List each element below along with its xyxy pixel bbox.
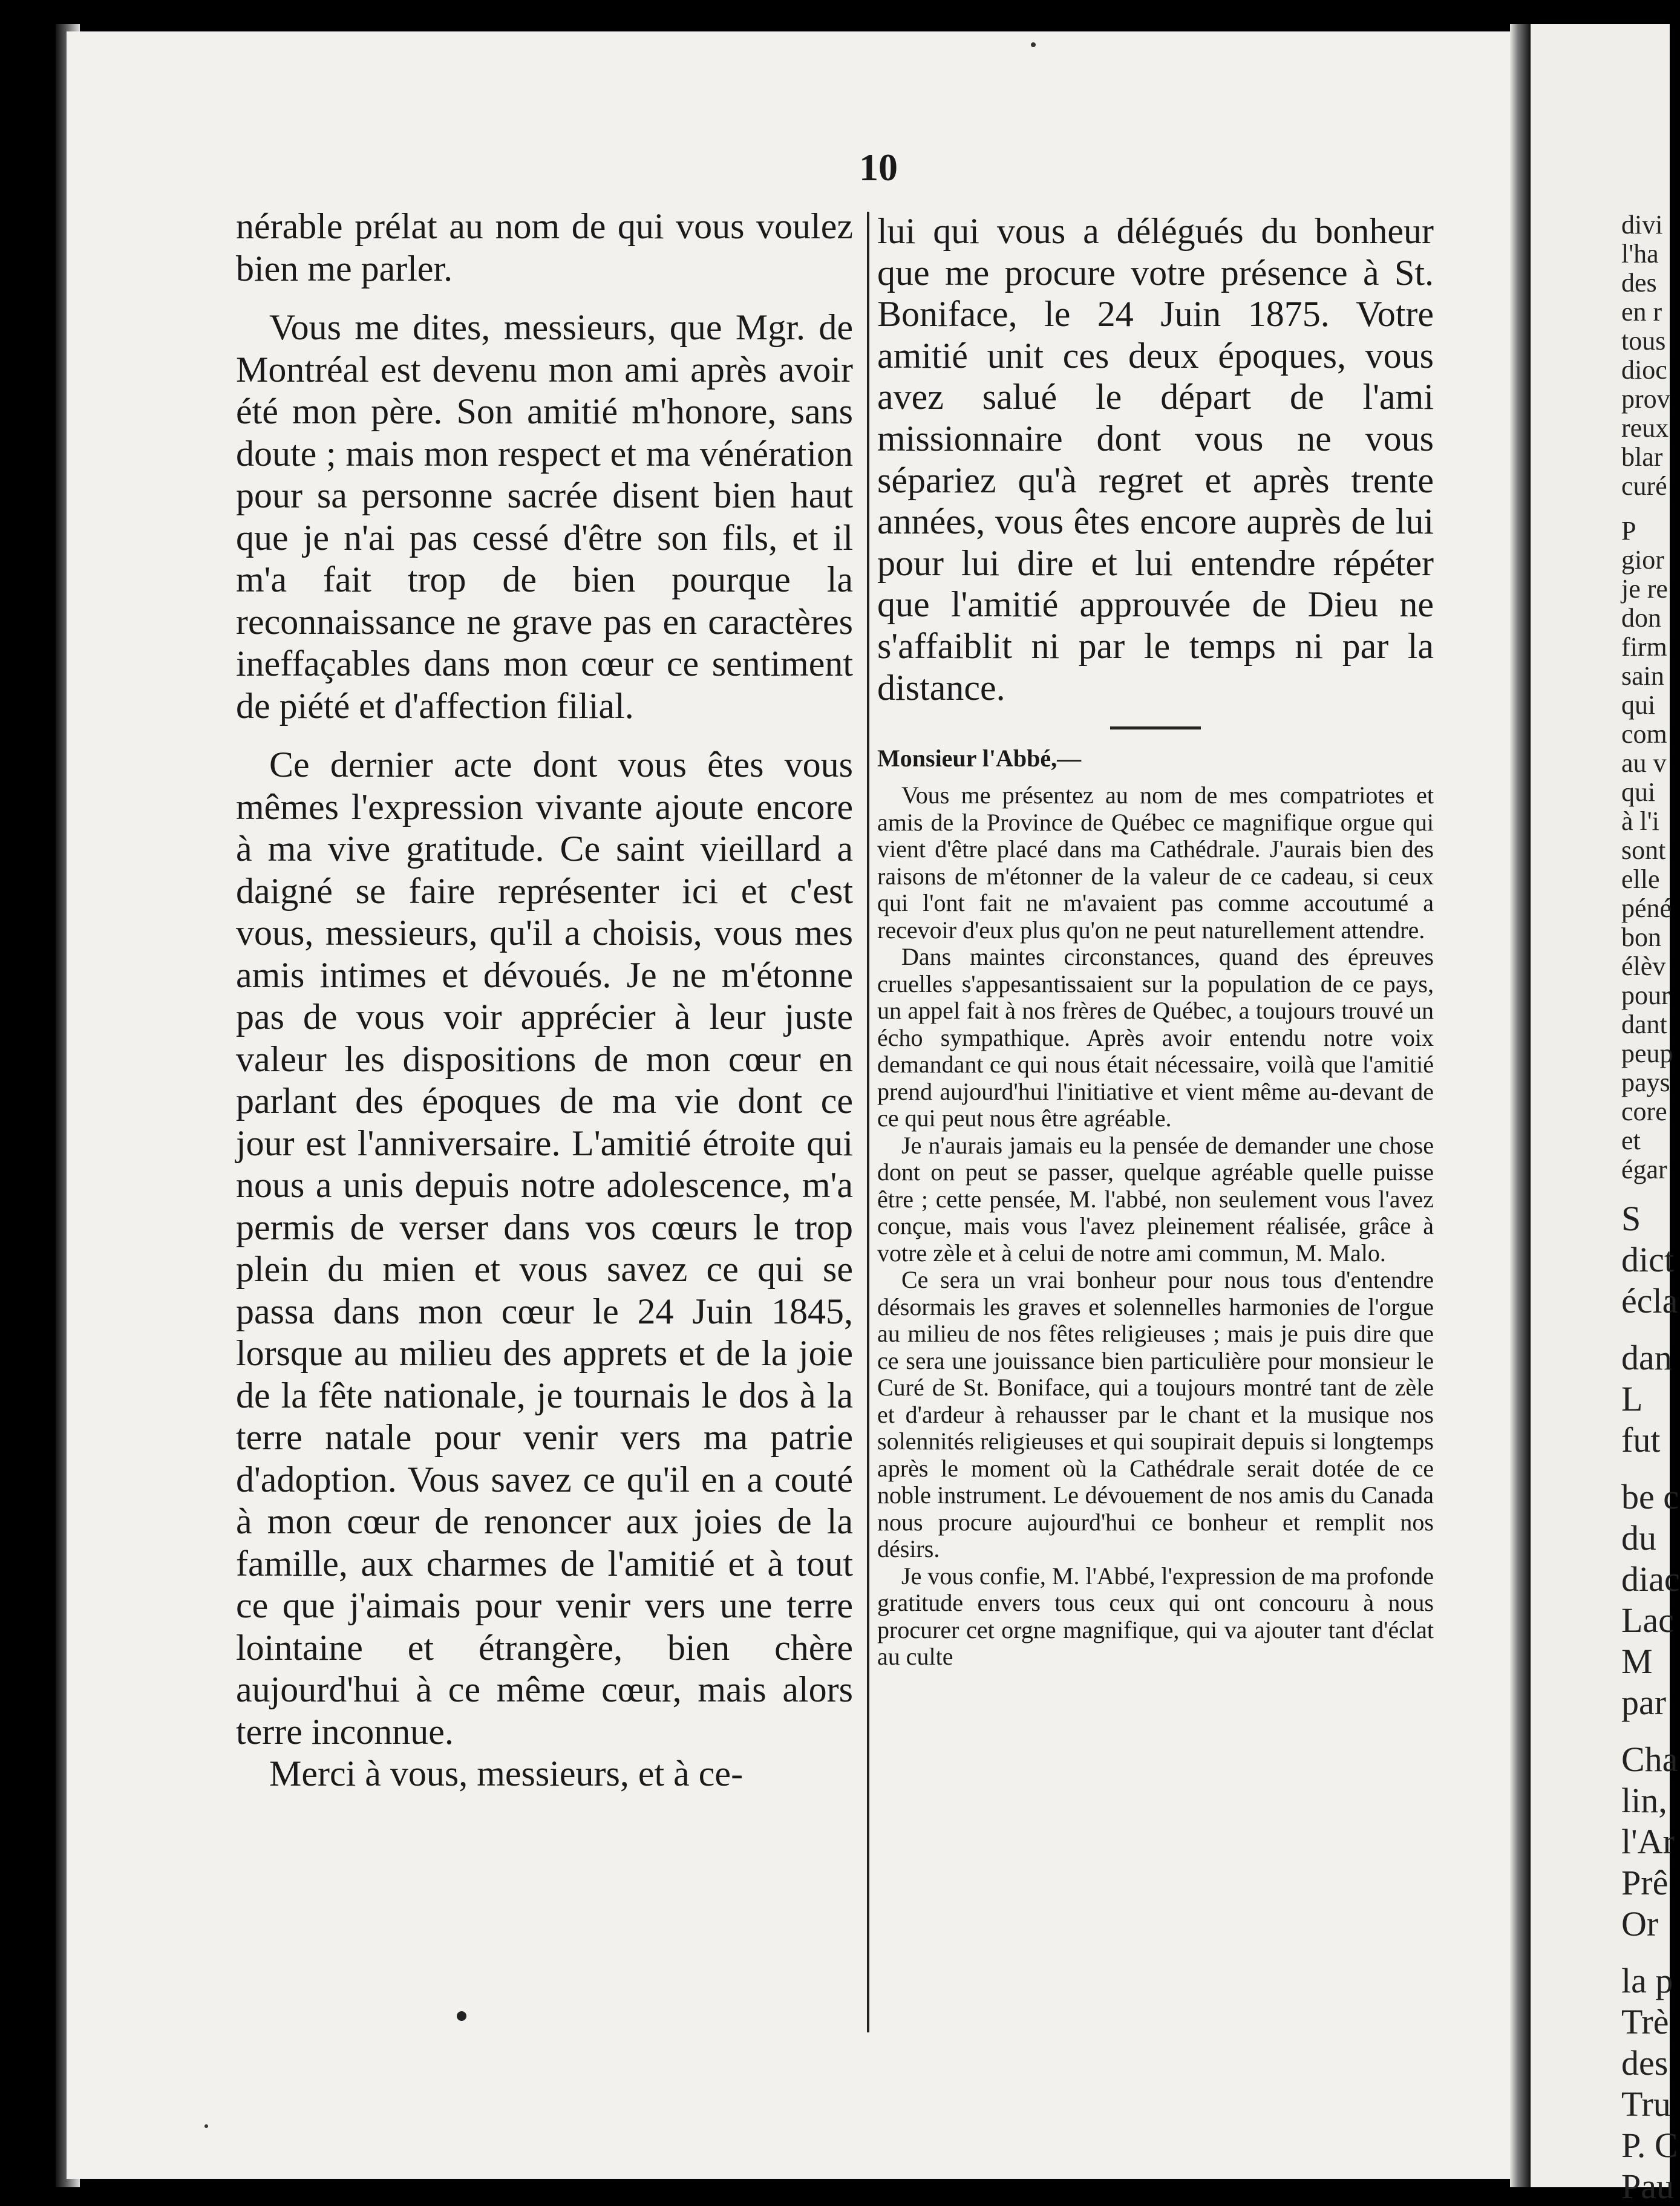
cut-off-word: dan [1621, 1338, 1672, 1377]
cut-off-word: elle [1621, 864, 1660, 894]
cut-off-word: Lac [1621, 1601, 1674, 1640]
lead-paragraph: lui qui vous a délégués du bonheur que me procure votre présence à St. Boniface, le 24 Juin 1875. Votre amitié unit ces deux époques, vous avez salué le départ de l'ami missionnaire dont vous ne vous sépariez qu'à regret et après trente années, vous êtes encore auprès de lui pour lui dire et lui entendre répéter que l'amitié approuvée de Dieu ne s'affaiblit ni par le temps ni par la distance. [877, 211, 1434, 708]
cut-off-word: des [1621, 268, 1657, 298]
gutter-shadow [1510, 24, 1531, 2187]
cut-off-word: S [1621, 1199, 1641, 1238]
cut-off-word: égar [1621, 1155, 1667, 1184]
cut-off-word: l'ha [1621, 239, 1659, 269]
cut-off-word: divi [1621, 210, 1663, 240]
cut-off-word: peup [1621, 1039, 1673, 1068]
cut-off-word: Trè [1621, 2002, 1669, 2041]
cut-off-word: diac [1621, 1559, 1680, 1599]
cut-off-word: des [1621, 2043, 1669, 2083]
cut-off-word: dant [1621, 1010, 1667, 1039]
cut-off-word: M [1621, 1642, 1653, 1681]
cut-off-word: fut [1621, 1420, 1661, 1460]
print-speck [204, 2124, 208, 2128]
cut-off-word: core [1621, 1097, 1667, 1126]
cut-off-word: blar [1621, 442, 1663, 472]
cut-off-word: Prê [1621, 1863, 1669, 1902]
cut-off-word: Tru [1621, 2084, 1671, 2124]
cut-off-word: dict [1621, 1240, 1674, 1279]
paragraph: Ce sera un vrai bonheur pour nous tous d'entendre désormais les graves et solennelles harmonies de l'orgue au milieu de nos fêtes religieuses ; mais je puis dire que ce sera une jouissance bien particulière pour monsieur le Curé de St. Boniface, qui a toujours montré tant de zèle et d'ardeur à rehausser par le chant et la musique nos solennités religieuses et qui soupirait depuis si longtemps après le moment où la Cathédrale serait dotée de ce noble instrument. Le dévouement de nos amis du Canada nous procure aujourd'hui ce bonheur et remplit nos désirs. [877, 1266, 1434, 1563]
cut-off-word: sont [1621, 835, 1666, 865]
cut-off-word: dioc [1621, 355, 1667, 385]
cut-off-word: lin, [1621, 1781, 1667, 1820]
cut-off-word: sain [1621, 661, 1664, 691]
cut-off-word: pays [1621, 1068, 1670, 1097]
cut-off-word: prov [1621, 384, 1670, 414]
left-text-column [236, 206, 853, 1795]
cut-off-word: curé [1621, 471, 1667, 501]
next-page-fragment [1531, 24, 1680, 2206]
cut-off-word: don [1621, 603, 1661, 633]
cut-off-word: je re [1621, 574, 1668, 604]
column-divider [867, 212, 869, 2032]
paragraph: Dans maintes circonstances, quand des épreuves cruelles s'appesantissaient sur la population de ce pays, un appel fait à nos frères de Québec, a toujours trouvé un écho sympathique. Après avoir entendu notre voix demandant ce qui nous était nécessaire, voilà que l'amitié prend aujourd'hui l'initiative et vient même au-devant de ce qui peut nous être agréable. [877, 943, 1434, 1132]
cut-off-word: élèv [1621, 951, 1666, 981]
paragraph: Merci à vous, messieurs, et à ce- [269, 1754, 744, 1793]
cut-off-word: reux [1621, 413, 1669, 443]
cut-off-word: L [1621, 1379, 1643, 1418]
cut-off-word: Pau [1621, 2167, 1674, 2206]
cut-off-word: par [1621, 1683, 1667, 1722]
cut-off-word: à l'i [1621, 806, 1659, 836]
salutation: Monsieur l'Abbé,— [877, 745, 1082, 772]
cut-off-word: Cha [1621, 1740, 1678, 1779]
cut-off-word: l'Ar [1621, 1822, 1675, 1861]
right-text-column [877, 210, 1434, 1671]
cut-off-word: pour [1621, 981, 1670, 1010]
cut-off-word: en r [1621, 297, 1662, 327]
paragraph: Ce dernier acte dont vous êtes vous mêmes l'expression vivante ajoute encore à ma vive gratitude. Ce saint vieillard a daigné se faire représenter ici et c'est vous, messieurs, qu'il a choisis, vous mes amis intimes et dévoués. Je ne m'étonne pas de vous voir apprécier à leur juste valeur les dispositions de mon cœur en parlant des époques de ma vie dont ce jour est l'anniversaire. L'amitié étroite qui nous a unis depuis notre adolescence, m'a permis de verser dans vos cœurs le trop plein du mien et vous savez ce qui se passa dans mon cœur le 24 Juin 1845, lorsque au milieu des apprets et de la joie de la fête nationale, je tournais le dos à la terre natale pour venir vers ma patrie d'adoption. Vous savez ce qu'il en a couté à mon cœur de renoncer aux joies de la famille, aux charmes de l'amitié et à tout ce que j'aimais pour venir vers une terre lointaine et étrangère, bien chère aujourd'hui à ce même cœur, mais alors terre inconnue. [236, 745, 853, 1752]
cut-off-word: du [1621, 1518, 1656, 1558]
cut-off-word: com [1621, 719, 1667, 749]
cut-off-word: P [1621, 516, 1636, 546]
cut-off-word: qui [1621, 690, 1656, 720]
cut-off-word: au v [1621, 748, 1667, 778]
cut-off-word: péné [1621, 893, 1672, 923]
cut-off-word: qui [1621, 777, 1656, 807]
print-speck [1031, 42, 1036, 47]
address-text [877, 782, 1434, 1671]
cut-off-word: Or [1621, 1904, 1659, 1943]
cut-off-word: tous [1621, 326, 1666, 356]
ink-dot [457, 2011, 466, 2021]
cut-off-word: bon [1621, 922, 1661, 952]
paragraph: Vous me dites, messieurs, que Mgr. de Montréal est devenu mon ami après avoir été mon père. Son amitié m'honore, sans doute ; mais mon respect et ma vénération pour sa personne sacrée disent bien haut que je n'ai pas cessé d'être son fils, et il m'a fait trop de bien pourque la reconnaissance ne grave pas en caractères ineffaçables dans mon cœur ce sentiment de piété et d'affection filial. [236, 307, 853, 726]
section-rule [1110, 726, 1201, 729]
paragraph: Je n'aurais jamais eu la pensée de demander une chose dont on peut se passer, quelque agréable quelle puisse être ; cette pensée, M. l'abbé, non seulement vous l'avez conçue, mais vous l'avez pleinement réalisée, grâce à votre zèle et à celui de notre ami commun, M. Malo. [877, 1131, 1434, 1267]
cut-off-word: la p [1621, 1961, 1673, 2000]
page-number: 10 [859, 146, 898, 189]
cut-off-word: et [1621, 1126, 1641, 1155]
cut-off-word: be c [1621, 1477, 1679, 1516]
cut-off-word: firm [1621, 632, 1667, 662]
paragraph: nérable prélat au nom de qui vous voulez bien me parler. [236, 206, 853, 289]
paragraph: Vous me présentez au nom de mes compatriotes et amis de la Province de Québec ce magnifique orgue qui vient d'être placé dans ma Cathédrale. J'aurais bien des raisons de m'étonner de la valeur de ce cadeau, si ceux qui l'ont fait ne m'avaient pas comme accoutumé a recevoir d'eux plus qu'on ne peut naturellement attendre. [877, 782, 1434, 944]
cut-off-word: P. C [1621, 2126, 1678, 2165]
cut-off-word: écla [1621, 1281, 1678, 1320]
paragraph: Je vous confie, M. l'Abbé, l'expression de ma profonde gratitude envers tous ceux qui ont concouru à nous procurer cet orgne magnifique, qui va ajouter tant d'éclat au culte [877, 1562, 1434, 1671]
cut-off-word: gior [1621, 545, 1664, 575]
